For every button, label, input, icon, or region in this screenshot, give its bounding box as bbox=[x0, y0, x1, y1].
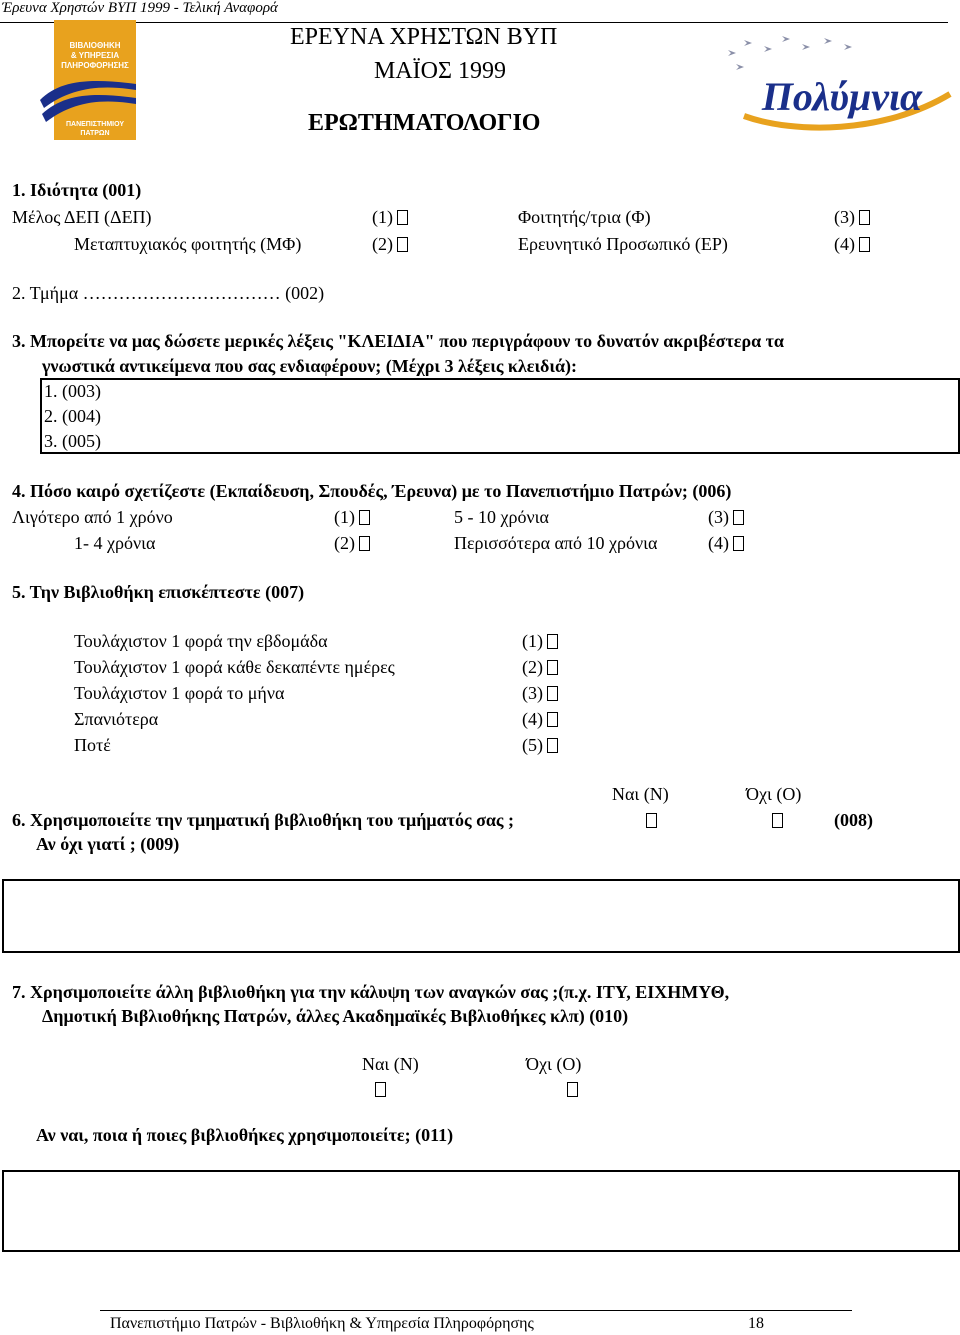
q6-no-header: Όχι (Ο) bbox=[746, 784, 802, 804]
footer-rule bbox=[100, 1310, 852, 1311]
q6-no-checkbox[interactable] bbox=[772, 813, 783, 828]
library-logo-icon bbox=[40, 18, 148, 142]
logo-line-3: ΠΛΗΡΟΦΟΡΗΣΗΣ bbox=[61, 61, 129, 70]
page-number: 18 bbox=[748, 1315, 764, 1332]
q3-title-line-1: 3. Μπορείτε να μας δώσετε μερικές λέξεις "ΚΛΕΙΔΙΑ" που περιγράφουν το δυνατόν ακριβέστερα τα bbox=[12, 331, 784, 351]
title-line-2: ΜΑΪΟΣ 1999 bbox=[374, 58, 506, 84]
polymnia-text: Πολύμνια bbox=[761, 74, 923, 119]
option-code: (2) bbox=[372, 234, 393, 254]
q5-title: 5. Την Βιβλιοθήκη επισκέπτεστε (007) bbox=[12, 582, 305, 602]
q4-option-label: 1- 4 χρόνια bbox=[74, 533, 156, 553]
q5-option-2[interactable] bbox=[522, 657, 558, 678]
q4-title: 4. Πόσο καιρό σχετίζεστε (Εκπαίδευση, Σπουδές, Έρευνα) με το Πανεπιστήμιο Πατρών; (006) bbox=[12, 481, 732, 501]
option-code: (2) bbox=[334, 533, 355, 553]
q7-title-line-1: 7. Χρησιμοποιείτε άλλη βιβλιοθήκη για την κάλυψη των αναγκών σας ;(π.χ. ΙΤΥ, ΕΙΧΗΜΥΘ, bbox=[12, 982, 730, 1002]
q4-option-label: Λιγότερο από 1 χρόνο bbox=[12, 507, 173, 527]
option-code: (4) bbox=[834, 234, 855, 254]
option-code: (1) bbox=[334, 507, 355, 527]
keyword-field-1[interactable]: 1. (003) bbox=[44, 381, 101, 401]
checkbox[interactable] bbox=[547, 660, 558, 675]
q1-option-1[interactable] bbox=[372, 207, 408, 228]
option-code: (4) bbox=[522, 709, 543, 729]
q2-title[interactable]: 2. Τμήμα …………………………… (002) bbox=[12, 283, 325, 303]
q5-option-label: Τουλάχιστον 1 φορά το μήνα bbox=[74, 683, 285, 703]
option-code: (2) bbox=[522, 657, 543, 677]
logo-line-5: ΠΑΤΡΩΝ bbox=[80, 130, 110, 137]
checkbox[interactable] bbox=[733, 536, 744, 551]
checkbox[interactable] bbox=[733, 510, 744, 525]
q7-yes-checkbox[interactable] bbox=[375, 1082, 386, 1097]
q4-option-2[interactable] bbox=[334, 533, 370, 554]
q6-answer-box[interactable] bbox=[2, 879, 960, 953]
title-line-1: ΕΡΕΥΝΑ ΧΡΗΣΤΩΝ ΒΥΠ bbox=[290, 24, 558, 50]
checkbox[interactable] bbox=[359, 510, 370, 525]
q7-followup: Αν ναι, ποια ή ποιες βιβλιοθήκες χρησιμοποιείτε; (011) bbox=[36, 1125, 454, 1145]
checkbox[interactable] bbox=[547, 738, 558, 753]
q7-answer-box[interactable] bbox=[2, 1170, 960, 1252]
q5-option-4[interactable] bbox=[522, 709, 558, 730]
q1-option-label: Φοιτητής/τρια (Φ) bbox=[518, 207, 651, 227]
q5-option-1[interactable] bbox=[522, 631, 558, 652]
option-code: (1) bbox=[522, 631, 543, 651]
q6-followup: Αν όχι γιατί ; (009) bbox=[36, 834, 180, 854]
q1-option-label: Μεταπτυχιακός φοιτητής (ΜΦ) bbox=[74, 234, 302, 254]
checkbox[interactable] bbox=[547, 686, 558, 701]
q6-yes-header: Ναι (Ν) bbox=[612, 784, 669, 804]
q7-yes-header: Ναι (Ν) bbox=[362, 1054, 419, 1074]
keywords-box[interactable] bbox=[40, 378, 960, 454]
polymnia-logo bbox=[724, 30, 960, 142]
keyword-field-3[interactable]: 3. (005) bbox=[44, 431, 101, 451]
q4-option-1[interactable] bbox=[334, 507, 370, 528]
q6-title: 6. Χρησιμοποιείτε την τμηματική βιβλιοθήκη του τμήματός σας ; bbox=[12, 810, 514, 830]
q1-title: 1. Ιδιότητα (001) bbox=[12, 180, 142, 200]
option-code: (3) bbox=[834, 207, 855, 227]
option-code: (1) bbox=[372, 207, 393, 227]
q3-title-line-2: γνωστικά αντικείμενα που σας ενδιαφέρουν; (Μέχρι 3 λέξεις κλειδιά): bbox=[42, 356, 577, 376]
q7-no-header: Όχι (Ο) bbox=[526, 1054, 582, 1074]
title-line-3: ΕΡΩΤΗΜΑΤΟΛΟΓΙΟ bbox=[308, 110, 541, 136]
q1-option-4[interactable] bbox=[834, 234, 870, 255]
q5-option-label: Σπανιότερα bbox=[74, 709, 159, 729]
checkbox[interactable] bbox=[397, 210, 408, 225]
q1-option-label: Ερευνητικό Προσωπικό (ΕΡ) bbox=[518, 234, 728, 254]
q1-option-label: Μέλος ΔΕΠ (ΔΕΠ) bbox=[12, 207, 152, 227]
q4-option-4[interactable] bbox=[708, 533, 744, 554]
q5-option-3[interactable] bbox=[522, 683, 558, 704]
checkbox[interactable] bbox=[397, 237, 408, 252]
polymnia-logo-icon bbox=[724, 30, 960, 142]
option-code: (3) bbox=[522, 683, 543, 703]
q6-yes-checkbox[interactable] bbox=[646, 813, 657, 828]
q5-option-label: Τουλάχιστον 1 φορά κάθε δεκαπέντε ημέρες bbox=[74, 657, 395, 677]
q4-option-3[interactable] bbox=[708, 507, 744, 528]
checkbox[interactable] bbox=[859, 210, 870, 225]
q4-option-label: Περισσότερα από 10 χρόνια bbox=[454, 533, 658, 553]
option-code: (5) bbox=[522, 735, 543, 755]
checkbox[interactable] bbox=[547, 634, 558, 649]
running-header: Έρευνα Χρηστών ΒΥΠ 1999 - Τελική Αναφορά bbox=[2, 0, 278, 16]
q1-option-2[interactable] bbox=[372, 234, 408, 255]
keyword-field-2[interactable]: 2. (004) bbox=[44, 406, 101, 426]
logo-line-1: ΒΙΒΛΙΟΘΗΚΗ bbox=[69, 41, 121, 50]
checkbox[interactable] bbox=[359, 536, 370, 551]
q5-option-label: Τουλάχιστον 1 φορά την εβδομάδα bbox=[74, 631, 328, 651]
q1-option-3[interactable] bbox=[834, 207, 870, 228]
q5-option-5[interactable] bbox=[522, 735, 558, 756]
q7-title-line-2: Δημοτική Βιβλιοθήκης Πατρών, άλλες Ακαδημαϊκές Βιβλιοθήκες κλπ) (010) bbox=[42, 1006, 629, 1026]
q4-option-label: 5 - 10 χρόνια bbox=[454, 507, 549, 527]
checkbox[interactable] bbox=[859, 237, 870, 252]
option-code: (4) bbox=[708, 533, 729, 553]
checkbox[interactable] bbox=[547, 712, 558, 727]
option-code: (3) bbox=[708, 507, 729, 527]
footer-text: Πανεπιστήμιο Πατρών - Βιβλιοθήκη & Υπηρεσία Πληροφόρησης bbox=[110, 1315, 534, 1332]
library-logo bbox=[40, 18, 148, 142]
q6-code: (008) bbox=[834, 810, 873, 830]
logo-line-2: & ΥΠΗΡΕΣΙΑ bbox=[70, 51, 120, 60]
q7-no-checkbox[interactable] bbox=[567, 1082, 578, 1097]
logo-line-4: ΠΑΝΕΠΙΣΤΗΜΙΟΥ bbox=[65, 121, 125, 128]
q5-option-label: Ποτέ bbox=[74, 735, 111, 755]
